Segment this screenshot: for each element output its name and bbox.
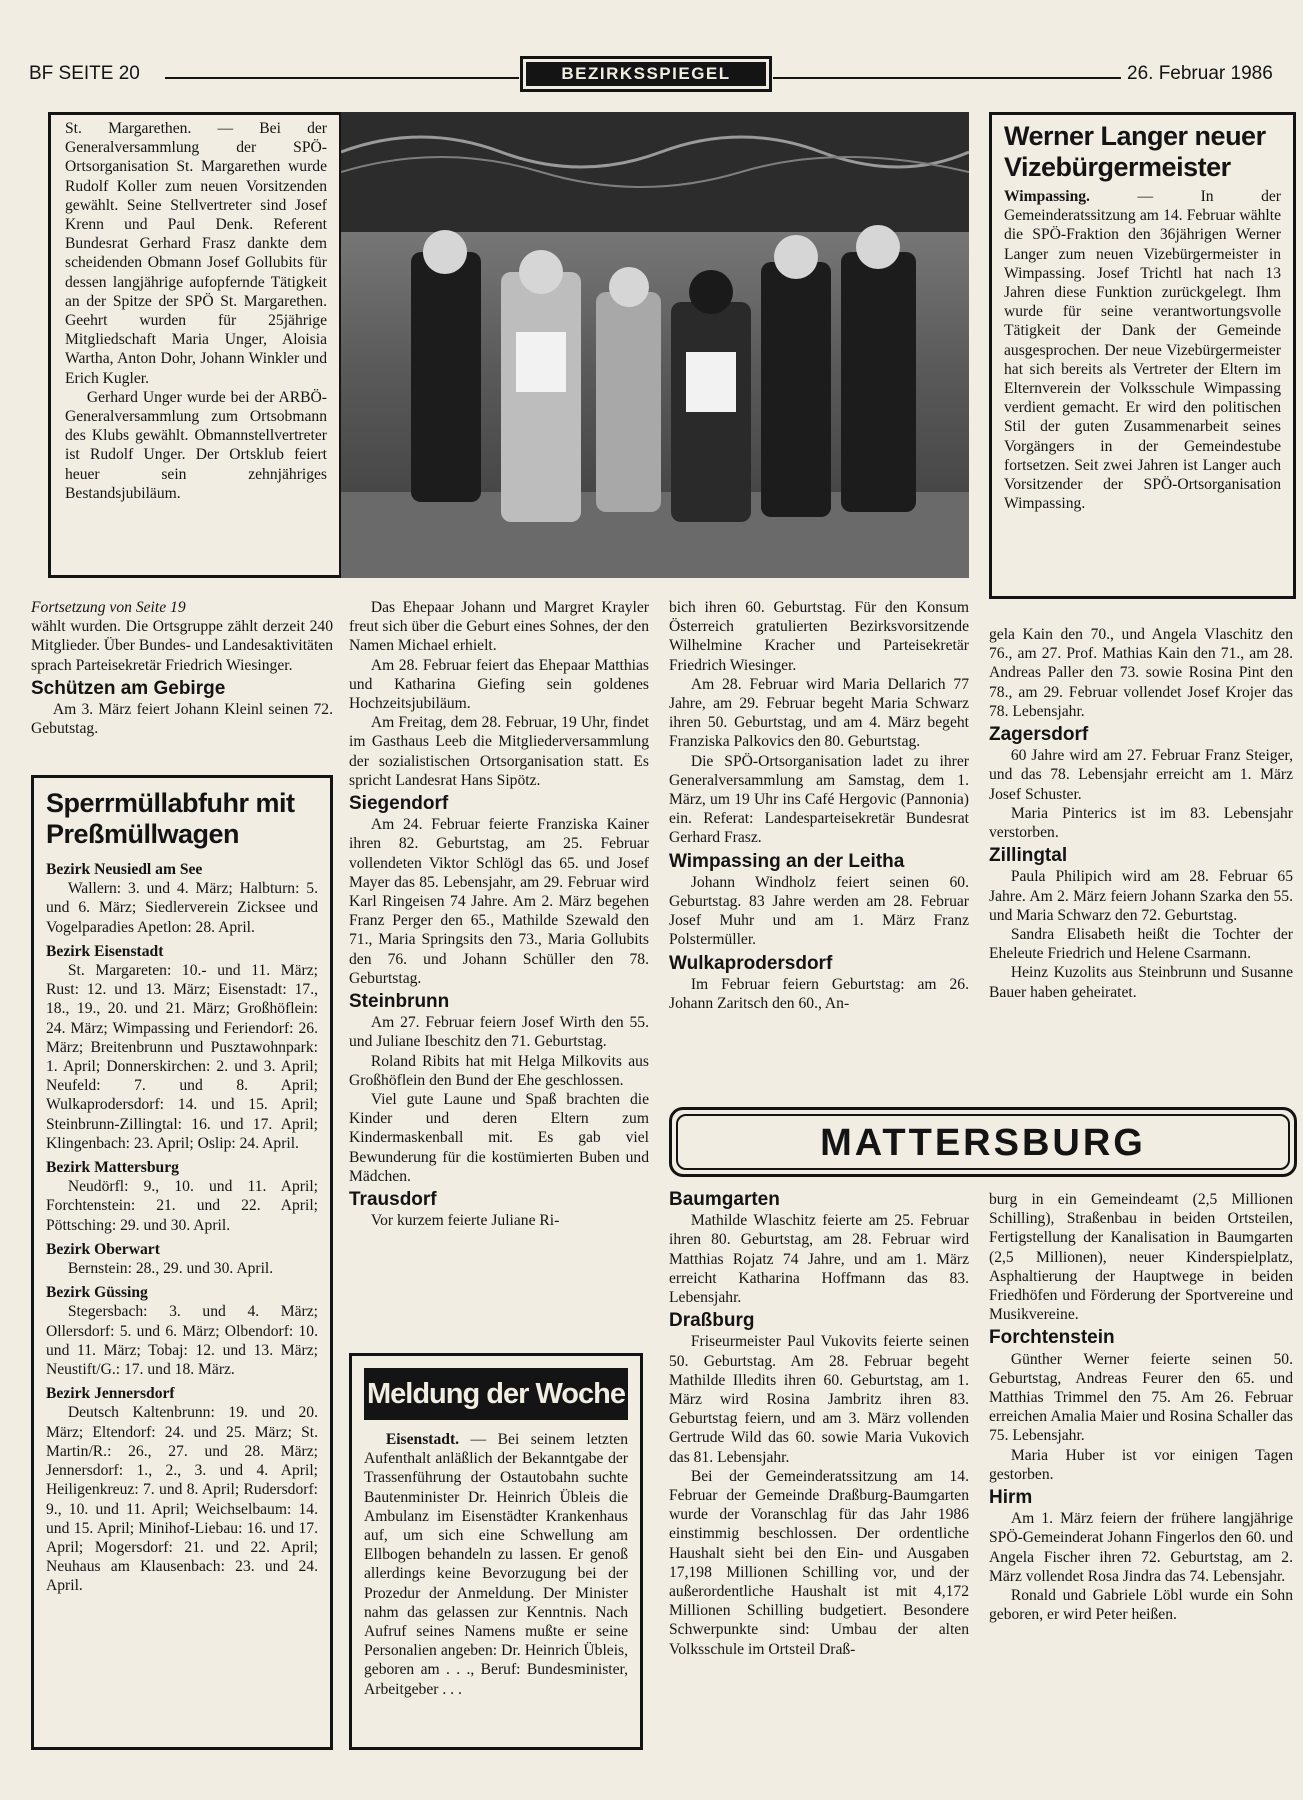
- forchtenstein-text-1: Günther Werner feierte seinen 50. Geburtstag, Andreas Feurer den 65. und Matthias Trimmel den 75. Am 26. Februar erreichen Amalia Maier und Rosina Schaller das 75. Lebensjahr.: [989, 1350, 1293, 1445]
- district-heading: Bezirk Neusiedl am See: [46, 861, 203, 878]
- zagersdorf-text-2: Maria Pinterics ist im 83. Lebensjahr verstorben.: [989, 804, 1293, 842]
- wimpassing-heading: Wimpassing an der Leitha: [669, 850, 905, 872]
- trausdorf-heading: Trausdorf: [349, 1189, 437, 1211]
- freitag-text: Am Freitag, dem 28. Februar, 19 Uhr, findet im Gasthaus Leeb die Mitgliederversammlung der sozialistischen Ortsorganisation statt. Es spricht Landesrat Hans Sipötz.: [349, 714, 649, 789]
- zillingtal-text-1: Paula Philipich wird am 28. Februar 65 Jahre. Am 2. März feiern Johann Szarka den 55. und Maria Schwarz den 72. Geburtstag.: [989, 868, 1293, 924]
- header-rule-right: [773, 77, 1121, 79]
- meldung-title: Meldung der Woche: [364, 1368, 628, 1420]
- spoe-text: Die SPÖ-Ortsorganisation ladet zu ihrer Generalversammlung am Samstag, dem 1. März, um 19 Uhr ins Café Hergovic (Pannonia) ein. Referat: Landesparteisekretär Bundesrat Gerhard Frasz.: [669, 752, 969, 847]
- langer-lead: Wimpassing.: [1004, 188, 1090, 205]
- drassburg-text-1: Friseurmeister Paul Vukovits feierte seinen 50. Geburtstag. Am 28. Februar begeht Mathilde Illedits ihren 60. Geburtstag, am 1. März wird Rosina Jambritz ihren 83. Geburtstag feiern, und am 3. März vollenden Gertrude Wild das 60. sowie Maria Vukovich das 81. Lebensjahr.: [669, 1333, 969, 1466]
- margarethen-paragraph-2: Gerhard Unger wurde bei der ARBÖ-Generalversammlung zum Ortsobmann des Klubs gewählt. Obmannstellvertreter ist Rudolf Unger. Der Ortsklub feiert heuer sein zehnjähriges Bestandsjubiläum.: [65, 388, 327, 502]
- steinbrunn-heading: Steinbrunn: [349, 991, 450, 1013]
- margarethen-box: [48, 112, 342, 578]
- district-text: Deutsch Kaltenbrunn: 19. und 20. März; Eltendorf: 24. und 25. März; St. Martin/R.: 26., 27. und 28. März; Jennersdorf: 1., 2., 3. und 4. April; Heiligenkreuz: 7. und 8. April; Rudersdorf: 9., 10. und 11. April; Weichselbaum: 14. und 15. April; Minihof-Liebau: 16. und 17. April; Mogersdorf: 21. und 22. April; Neuhaus am Klausenbach: 23. und 24. April.: [46, 1404, 318, 1595]
- district-text: St. Margareten: 10.- und 11. März; Rust: 12. und 13. März; Eisenstadt: 17., 18., 19., 20. und 21. März; Großhöflein: 24. März; Wimpassing und Feriendorf: 26. März; Breitenbrunn und Pusztawohnpark: 1. April; Donnerskirchen: 2. und 3. April; Neufeld: 7. und 8. April; Wulkaprodersdorf: 14. und 15. April; Steinbrunn-Zillingtal: 16. und 17. April; Klingenbach: 23. April; Oslip: 24. April.: [46, 962, 318, 1152]
- margarethen-paragraph-1: St. Margarethen. — Bei der Generalversammlung der SPÖ-Ortsorganisation St. Margarethen wurde Rudolf Koller zum neuen Vorsitzenden gewählt. Seine Stellvertreter sind Josef Krenn und Paul Denk. Referent Bundesrat Gerhard Frasz dankte dem scheidenden Obmann Josef Gollubits für dessen langjährige aufopfernde Tätigkeit an der Spitze der SPÖ St. Margarethen. Geehrt wurden für 25jährige Mitgliedschaft Maria Unger, Aloisia Wartha, Anton Dohr, Johann Winkler und Erich Kugler.: [65, 120, 327, 387]
- meldung-body: — Bei seinem letzten Aufenthalt anläßlich der Bekanntgabe der Trassenführung der Ostautobahn suchte Bautenminister Dr. Heinrich Übleis die Ambulanz im Eisenstädter Krankenhaus auf, um sich eine Schwellung am Ellbogen behandeln zu lassen. Er genoß allerdings keine Bevorzugung bei der Prozedur der Anmeldung. Der Minister nahm das gelassen zur Kenntnis. Nach Aufruf seines Namens mußte er seine Personalien angeben: Dr. Heinrich Übleis, geboren am . . ., Beruf: Bundesminister, Arbeitgeber . . .: [364, 1431, 628, 1698]
- meldung-lead: Eisenstadt.: [385, 1431, 460, 1448]
- drassburg-text-2: Bei der Gemeinderatssitzung am 14. Februar der Gemeinde Draßburg-Baumgarten wurde der Voranschlag für das Jahr 1986 einstimmig beschlossen. Der ordentliche Haushalt sieht bei den Ein- und Ausgaben 17,198 Millionen Schilling vor, und der außerordentliche Haushalt ist mit 4,172 Millionen Schilling budgetiert. Besondere Schwerpunkte sind: Umbau der alten Volksschule im Ortsteil Draß-: [669, 1467, 969, 1658]
- forchtenstein-text-2: Maria Huber ist vor einigen Tagen gestorben.: [989, 1446, 1293, 1483]
- district-heading: Bezirk Jennersdorf: [46, 1385, 175, 1403]
- giefing-text: Am 28. Februar feiert das Ehepaar Matthias und Katharina Giefing sein goldenes Hochzeitsjubiläum.: [349, 656, 649, 713]
- column-1: [31, 598, 333, 738]
- continuation-note: Fortsetzung von Seite 19: [31, 599, 186, 616]
- steinbrunn-text-3: Viel gute Laune und Spaß brachten die Kinder und deren Eltern zum Kindermaskenball mit. Es gab viel Bewunderung für die kostümierten Buben und Mädchen.: [349, 1091, 649, 1185]
- col1-intro: wählt wurden. Die Ortsgruppe zählt derzeit 240 Mitglieder. Über Bundes- und Landesaktivitäten sprach Parteisekretär Friedrich Wiesinger.: [31, 618, 333, 674]
- sperrmuell-box: [31, 775, 333, 1750]
- hirm-text-1: Am 1. März feiern der frühere langjährige SPÖ-Gemeinderat Johann Fingerlos den 60. und Angela Fischer ihren 72. Geburtstag, am 2. März vollendet Rosa Jindra das 74. Lebensjahr.: [989, 1510, 1293, 1585]
- column-3: [669, 598, 969, 1013]
- langer-body: — In der Gemeinderatssitzung am 14. Februar wählte die SPÖ-Fraktion den 36jährigen Werner Langer zum neuen Vizebürgermeister in Wimpassing. Josef Trichtl hat nach 13 Jahren diese Funktion zurückgelegt. Ihm wurde für seine verantwortungsvolle Tätigkeit der Dank der Gemeinde ausgesprochen. Der neue Vizebürgermeister hat sich bereits als Vertreter der Eltern im Elternverein der Volksschule Wimpassing verdient gemacht. Er wird den politischen Stil der guten Zusammenarbeit seines Vorgängers in der Gemeindestube fortsetzen. Seit zwei Jahren ist Langer auch Vorsitzender der SPÖ-Ortsorganisation Wimpassing.: [1004, 188, 1281, 513]
- header-rule-left: [165, 77, 519, 79]
- baumgarten-heading: Baumgarten: [669, 1189, 780, 1210]
- district-heading: Bezirk Güssing: [46, 1284, 148, 1302]
- mattersburg-column-left: [669, 1186, 969, 1659]
- baumgarten-text: Mathilde Wlaschitz feierte am 25. Februar ihren 80. Geburtstag, am 28. Februar wird Matthias Rojatz 74 Jahre, und am 1. März erreicht Katharina Hoffmann das 83. Lebensjahr.: [669, 1212, 969, 1307]
- section-label: [520, 56, 772, 92]
- siegendorf-heading: Siegendorf: [349, 793, 449, 815]
- column-4: [989, 625, 1293, 1002]
- district-heading: Bezirk Mattersburg: [46, 1159, 179, 1177]
- steinbrunn-text-1: Am 27. Februar feiern Josef Wirth den 55. und Juliane Ibeschitz den 71. Geburtstag.: [349, 1014, 649, 1051]
- drassburg-heading: Draßburg: [669, 1310, 755, 1332]
- trausdorf-continued: bich ihren 60. Geburtstag. Für den Konsum Österreich gratulierten Bezirksvorsitzende Wilhelmine Kracher und Parteisekretär Friedrich Wiesinger.: [669, 599, 969, 674]
- zillingtal-text-2: Sandra Elisabeth heißt die Tochter der Eheleute Friedrich und Helene Csarmann.: [989, 926, 1293, 963]
- page-label: BF SEITE 20: [29, 63, 140, 84]
- district-heading: Bezirk Oberwart: [46, 1240, 160, 1258]
- sperrmuell-title: Sperrmüllabfuhr mit Preßmüllwagen: [46, 788, 295, 849]
- zillingtal-heading: Zillingtal: [989, 845, 1068, 867]
- district-text: Wallern: 3. und 4. März; Halbturn: 5. und 6. März; Siedlerverein Zicksee und Vogelparadies Apetlon: 28. April.: [46, 880, 318, 936]
- wimpassing-text: Johann Windholz feiert seinen 60. Geburtstag. 83 Jahre werden am 28. Februar Josef Muhr und am 1. März Franz Polstermüller.: [669, 873, 969, 949]
- steinbrunn-text-2: Roland Ribits hat mit Helga Milkovits aus Großhöflein den Bund der Ehe geschlossen.: [349, 1052, 649, 1089]
- district-text: Stegersbach: 3. und 4. März; Ollersdorf: 5. und 6. März; Olbendorf: 10. und 11. März; Tobaj: 12. und 13. März; Neustift/G.: 17. und 18. März.: [46, 1303, 318, 1379]
- krayler-text: Das Ehepaar Johann und Margret Krayler freut sich über die Geburt eines Sohnes, der den Namen Michael erhielt.: [349, 599, 649, 655]
- district-heading: Bezirk Eisenstadt: [46, 942, 164, 960]
- meldung-text: [364, 1430, 628, 1699]
- zagersdorf-text-1: 60 Jahre wird am 27. Februar Franz Steiger, und das 78. Lebensjahr erreicht am 1. März Josef Schuster.: [989, 747, 1293, 803]
- langer-title: Werner Langer neuer Vizebürgermeister: [1004, 121, 1266, 182]
- section-title: BEZIRKSSPIEGEL: [526, 62, 766, 86]
- hirm-text-2: Ronald und Gabriele Löbl wurde ein Sohn geboren, er wird Peter heißen.: [989, 1587, 1293, 1624]
- meldung-box: [349, 1353, 643, 1750]
- langer-box: [989, 112, 1296, 599]
- issue-date: 26. Februar 1986: [1127, 63, 1273, 84]
- schuetzen-heading: Schützen am Gebirge: [31, 677, 226, 699]
- group-photo: [341, 112, 969, 578]
- group-photo-illustration: [341, 112, 969, 578]
- zillingtal-text-3: Heinz Kuzolits aus Steinbrunn und Susanne Bauer haben geheiratet.: [989, 964, 1293, 1001]
- mattersburg-banner: [669, 1107, 1297, 1177]
- district-text: Neudörfl: 9., 10. und 11. April; Forchtenstein: 21. und 22. April; Pöttsching: 29. und 30. April.: [46, 1178, 318, 1234]
- hirm-heading: Hirm: [989, 1487, 1033, 1509]
- wulka-continued: gela Kain den 70., und Angela Vlaschitz den 76., am 27. Prof. Mathias Kain den 71., am 28. Andreas Paller den 73. sowie Rosina Pint den 78., am 29. Februar vollendet Josef Krojer das 78. Lebensjahr.: [989, 626, 1293, 720]
- mattersburg-title: MATTERSBURG: [676, 1114, 1290, 1170]
- district-text: Bernstein: 28., 29. und 30. April.: [67, 1260, 274, 1278]
- wulka-heading: Wulkaprodersdorf: [669, 952, 833, 974]
- column-2: [349, 598, 649, 1231]
- trausdorf-text: Vor kurzem feierte Juliane Ri-: [370, 1212, 560, 1230]
- langer-text: [1004, 187, 1281, 513]
- forchtenstein-heading: Forchtenstein: [989, 1327, 1115, 1349]
- zagersdorf-heading: Zagersdorf: [989, 724, 1089, 746]
- mattersburg-column-right: [989, 1190, 1293, 1624]
- wulka-text: Im Februar feiern Geburtstag: am 26. Johann Zaritsch den 60., An-: [669, 975, 969, 1013]
- siegendorf-text: Am 24. Februar feierte Franziska Kainer ihren 82. Geburtstag, am 25. Februar vollendeten Viktor Schlögl das 65. und Josef Mayer das 85. Lebensjahr, am 29. Februar wird Karl Ringeisen 74 Jahre. Am 2. März begehen Franz Perger den 65., Mathilde Szewald den 71., Maria Springsits den 73., Maria Gollubits den 76. und Johann Schüller den 78. Geburtstag.: [349, 816, 649, 987]
- drassburg-continued: burg in ein Gemeindeamt (2,5 Millionen Schilling), Straßenbau in beiden Ortsteilen, Fertigstellung der Kanalisation in Baumgarten (2,5 Millionen), neuer Kinderspielplatz, Asphaltierung der Hauptwege in beiden Friedhöfen und Förderung der Sportvereine und Musikvereine.: [989, 1191, 1293, 1324]
- dellarich-text: Am 28. Februar wird Maria Dellarich 77 Jahre, am 29. Februar begeht Maria Schwarz ihren 50. Geburtstag, und am 4. März begeht Franziska Palkovics den 80. Geburtstag.: [669, 675, 969, 751]
- schuetzen-text: Am 3. März feiert Johann Kleinl seinen 72. Gebutstag.: [31, 701, 333, 738]
